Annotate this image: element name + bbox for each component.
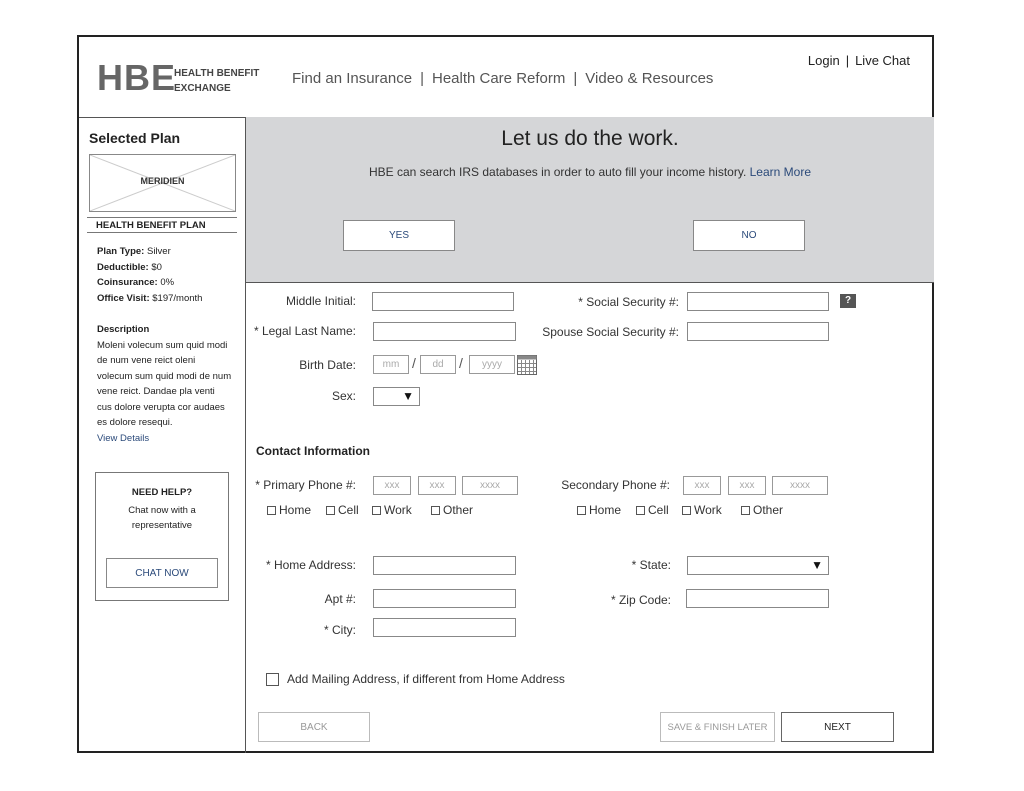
login-link[interactable]: Login: [807, 53, 840, 68]
live-chat-link[interactable]: Live Chat: [855, 53, 910, 68]
calendar-icon[interactable]: [517, 355, 537, 375]
spouse-ssn-label: Spouse Social Security #:: [542, 325, 679, 339]
birth-date-label: Birth Date:: [299, 358, 356, 372]
secondary-cell-checkbox[interactable]: [636, 503, 669, 517]
logo-subtitle-line2: EXCHANGE: [174, 83, 231, 94]
legal-last-name-label: * Legal Last Name:: [253, 324, 356, 338]
help-icon[interactable]: ?: [840, 294, 856, 308]
primary-cell-checkbox[interactable]: [326, 503, 359, 517]
city-input[interactable]: [373, 618, 516, 637]
main-nav: [292, 70, 713, 87]
chevron-down-icon: ▼: [811, 558, 823, 572]
checkbox-icon: [326, 506, 335, 515]
nav-separator: |: [420, 70, 424, 87]
phone-type-label: Other: [443, 503, 474, 517]
description-text: Moleni volecum sum quid modi de num vene reict oleni volecum sum quid modi de num vene reict. Dandae pla venti cus dolore verupta cor audaes es dolore resequi.: [97, 339, 232, 428]
logo-subtitle-line1: HEALTH BENEFIT: [174, 68, 260, 79]
apt-input[interactable]: [373, 589, 516, 608]
plan-details: [97, 244, 202, 306]
description-title: Description: [97, 324, 150, 335]
mailing-address-label: Add Mailing Address, if different from Home Address: [287, 672, 565, 686]
apt-label: Apt #:: [324, 592, 356, 606]
mailing-address-checkbox[interactable]: [266, 672, 565, 686]
secondary-work-checkbox[interactable]: [682, 503, 722, 517]
sex-label: Sex:: [331, 389, 356, 403]
contact-info-heading: Contact Information: [256, 444, 370, 458]
banner-title: Let us do the work.: [501, 127, 679, 150]
yes-button[interactable]: YES: [343, 220, 455, 251]
spouse-ssn-input[interactable]: [687, 322, 829, 341]
date-separator: /: [412, 355, 416, 371]
secondary-phone-label: Secondary Phone #:: [561, 478, 670, 492]
checkbox-icon: [372, 506, 381, 515]
birth-day-input[interactable]: dd: [420, 355, 456, 374]
nav-find-insurance[interactable]: Find an Insurance: [292, 70, 413, 87]
banner-text-wrap: [246, 165, 934, 179]
secondary-phone-area-input[interactable]: xxx: [683, 476, 721, 495]
primary-home-checkbox[interactable]: [267, 503, 311, 517]
secondary-home-checkbox[interactable]: [577, 503, 621, 517]
phone-type-label: Home: [279, 503, 312, 517]
nav-health-care-reform[interactable]: Health Care Reform: [431, 70, 566, 87]
logo-subtitle: [174, 66, 259, 96]
zip-code-input[interactable]: [686, 589, 829, 608]
plan-type-row: Plan Type: Silver: [97, 246, 171, 257]
header: [79, 37, 932, 118]
nav-video-resources[interactable]: Video & Resources: [585, 70, 714, 87]
plan-heading: HEALTH BENEFIT PLAN: [87, 217, 237, 233]
no-button[interactable]: NO: [693, 220, 805, 251]
zip-code-label: * Zip Code:: [610, 593, 671, 607]
checkbox-icon: [577, 506, 586, 515]
sex-select[interactable]: [373, 387, 420, 406]
chevron-down-icon: ▼: [402, 389, 414, 403]
plan-logo-placeholder: [89, 154, 236, 212]
ssn-input[interactable]: [687, 292, 829, 311]
plan-description: [97, 322, 232, 446]
primary-phone-area-input[interactable]: xxx: [373, 476, 411, 495]
checkbox-icon: [636, 506, 645, 515]
primary-phone-label: * Primary Phone #:: [255, 478, 356, 492]
primary-work-checkbox[interactable]: [372, 503, 412, 517]
home-address-input[interactable]: [373, 556, 516, 575]
state-select[interactable]: [687, 556, 829, 575]
main-content: [246, 117, 934, 753]
date-separator: /: [459, 355, 463, 371]
birth-year-input[interactable]: yyyy: [469, 355, 515, 374]
checkbox-icon: [267, 506, 276, 515]
checkbox-icon: [266, 673, 279, 686]
state-label: * State:: [631, 558, 671, 572]
checkbox-icon: [741, 506, 750, 515]
primary-phone-prefix-input[interactable]: xxx: [418, 476, 456, 495]
deductible-row: Deductible: $0: [97, 261, 162, 273]
checkbox-icon: [431, 506, 440, 515]
nav-separator: |: [573, 70, 578, 87]
chat-now-button[interactable]: CHAT NOW: [106, 558, 218, 588]
auto-fill-banner: [246, 117, 934, 283]
help-text: Chat now with a representative: [128, 505, 196, 531]
phone-type-label: Work: [384, 503, 412, 517]
sidebar: [79, 117, 246, 753]
secondary-phone-prefix-input[interactable]: xxx: [728, 476, 766, 495]
learn-more-link[interactable]: Learn More: [749, 165, 811, 179]
back-button[interactable]: BACK: [258, 712, 370, 742]
top-link-separator: |: [845, 53, 850, 68]
city-label: * City:: [323, 623, 356, 637]
secondary-other-checkbox[interactable]: [741, 503, 783, 517]
plan-image-label: MERIDIEN: [140, 176, 185, 186]
coinsurance-row: Coinsurance: 0%: [97, 277, 175, 288]
birth-month-input[interactable]: mm: [373, 355, 409, 374]
middle-initial-label: Middle Initial:: [285, 294, 356, 308]
phone-type-label: Home: [589, 503, 622, 517]
primary-phone-line-input[interactable]: xxxx: [462, 476, 518, 495]
ssn-label: * Social Security #:: [578, 295, 679, 309]
office-visit-row: Office Visit: $197/month: [97, 292, 203, 304]
help-box: [95, 472, 229, 601]
phone-type-label: Cell: [648, 503, 669, 517]
top-links: [808, 53, 910, 68]
next-button[interactable]: NEXT: [781, 712, 894, 742]
help-title: NEED HELP?: [131, 487, 193, 498]
home-address-label: * Home Address:: [265, 558, 356, 572]
page-frame: [77, 35, 934, 753]
phone-type-label: Work: [694, 503, 722, 517]
view-details-link[interactable]: View Details: [97, 432, 150, 444]
logo[interactable]: HBE: [97, 57, 177, 98]
phone-type-label: Cell: [338, 503, 359, 517]
checkbox-icon: [682, 506, 691, 515]
primary-other-checkbox[interactable]: [431, 503, 473, 517]
banner-text: HBE can search IRS databases in order to auto fill your income history.: [368, 165, 747, 179]
phone-type-label: Other: [753, 503, 784, 517]
secondary-phone-line-input[interactable]: xxxx: [772, 476, 828, 495]
legal-last-name-input[interactable]: [373, 322, 516, 341]
middle-initial-input[interactable]: [372, 292, 514, 311]
save-finish-later-button[interactable]: SAVE & FINISH LATER: [660, 712, 775, 742]
sidebar-title: Selected Plan: [89, 130, 181, 146]
